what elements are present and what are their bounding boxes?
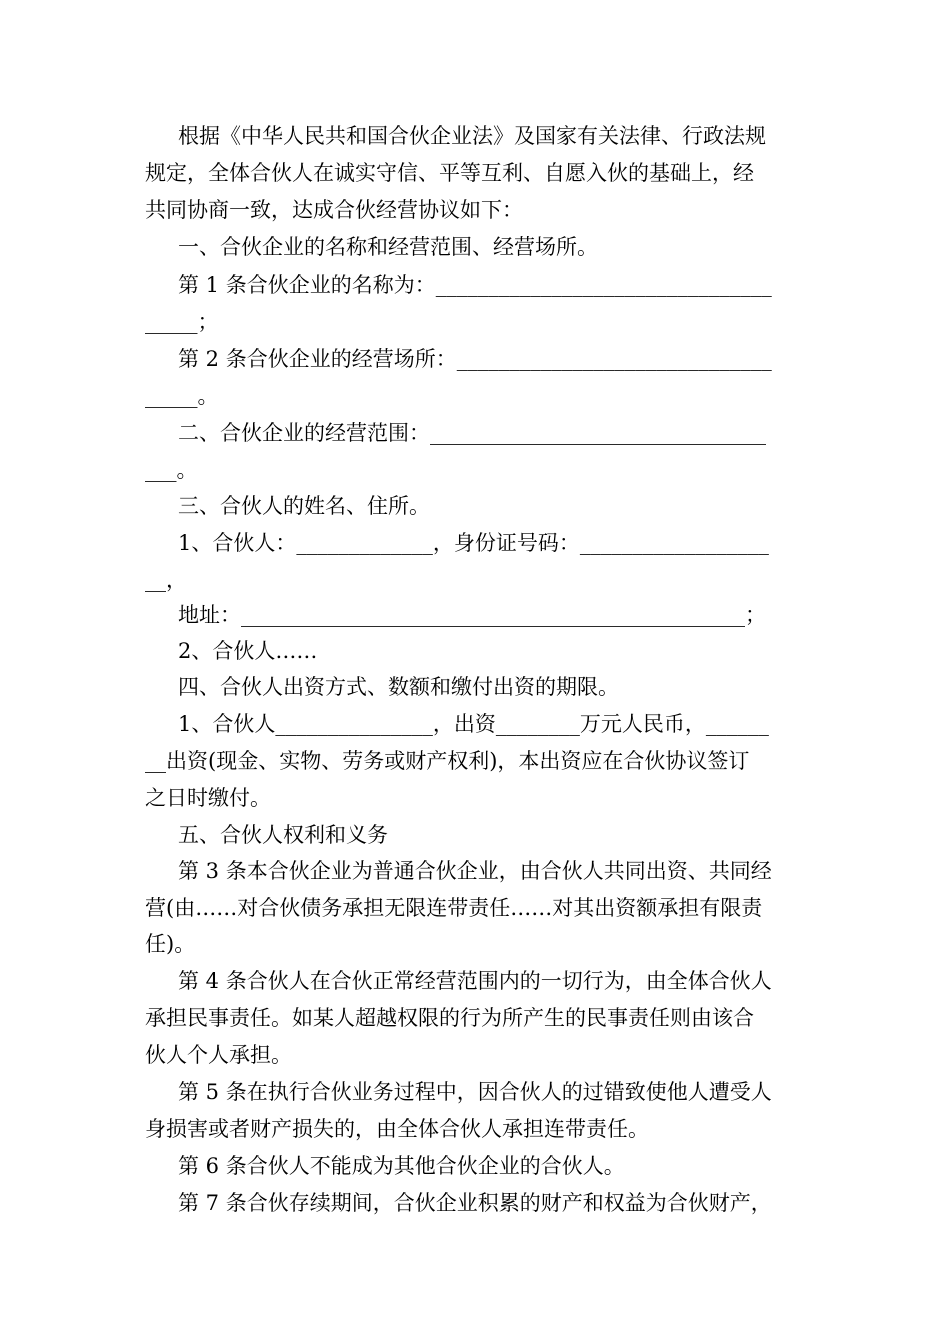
article-5-line-2: 身损害或者财产损失的，由全体合伙人承担连带责任。 xyxy=(145,1117,649,1141)
article-2-line-2: _____。 xyxy=(145,384,219,408)
article-1-line-1: 第 1 条合伙企业的名称为：________________________________ xyxy=(178,273,772,297)
article-3-line-1: 第 3 条本合伙企业为普通合伙企业，由合伙人共同出资、共同经 xyxy=(178,859,772,883)
section-heading-5: 五、合伙人权利和义务 xyxy=(178,823,388,847)
paragraph-intro-line-1: 根据《中华人民共和国合伙企业法》及国家有关法律、行政法规 xyxy=(178,124,766,148)
section-heading-1: 一、合伙企业的名称和经营范围、经营场所。 xyxy=(178,235,598,259)
section-heading-3: 三、合伙人的姓名、住所。 xyxy=(178,494,430,518)
section-2-line-2: ___。 xyxy=(145,458,198,482)
article-1-line-2: _____； xyxy=(145,310,219,334)
contribution-line-3: 之日时缴付。 xyxy=(145,786,271,810)
partner-1-line-2: __， xyxy=(145,568,187,592)
article-7-line-1: 第 7 条合伙存续期间，合伙企业积累的财产和权益为合伙财产， xyxy=(178,1191,772,1215)
article-6-line: 第 6 条合伙人不能成为其他合伙企业的合伙人。 xyxy=(178,1154,625,1178)
contribution-line-1: 1、合伙人_______________，出资________万元人民币，______ xyxy=(178,712,769,736)
article-2-line-1: 第 2 条合伙企业的经营场所：______________________________ xyxy=(178,347,772,371)
section-heading-4: 四、合伙人出资方式、数额和缴付出资的期限。 xyxy=(178,675,619,699)
article-3-line-3: 任)。 xyxy=(145,932,196,956)
article-4-line-3: 伙人个人承担。 xyxy=(145,1043,292,1067)
partner-1-address: 地址：________________________________________________； xyxy=(178,603,766,627)
paragraph-intro-line-3: 共同协商一致，达成合伙经营协议如下： xyxy=(145,198,523,222)
section-heading-2: 二、合伙企业的经营范围：________________________________ xyxy=(178,421,766,445)
article-4-line-1: 第 4 条合伙人在合伙正常经营范围内的一切行为，由全体合伙人 xyxy=(178,969,772,993)
partner-2-line: 2、合伙人…… xyxy=(178,639,318,663)
article-5-line-1: 第 5 条在执行合伙业务过程中，因合伙人的过错致使他人遭受人 xyxy=(178,1080,772,1104)
article-3-line-2: 营(由……对合伙债务承担无限连带责任……对其出资额承担有限责 xyxy=(145,896,763,920)
partner-1-line-1: 1、合伙人：_____________，身份证号码：__________________ xyxy=(178,531,769,555)
contribution-line-2: __出资(现金、实物、劳务或财产权利)，本出资应在合伙协议签订 xyxy=(145,749,750,773)
article-4-line-2: 承担民事责任。如某人超越权限的行为所产生的民事责任则由该合 xyxy=(145,1006,754,1030)
paragraph-intro-line-2: 规定，全体合伙人在诚实守信、平等互利、自愿入伙的基础上，经 xyxy=(145,161,754,185)
